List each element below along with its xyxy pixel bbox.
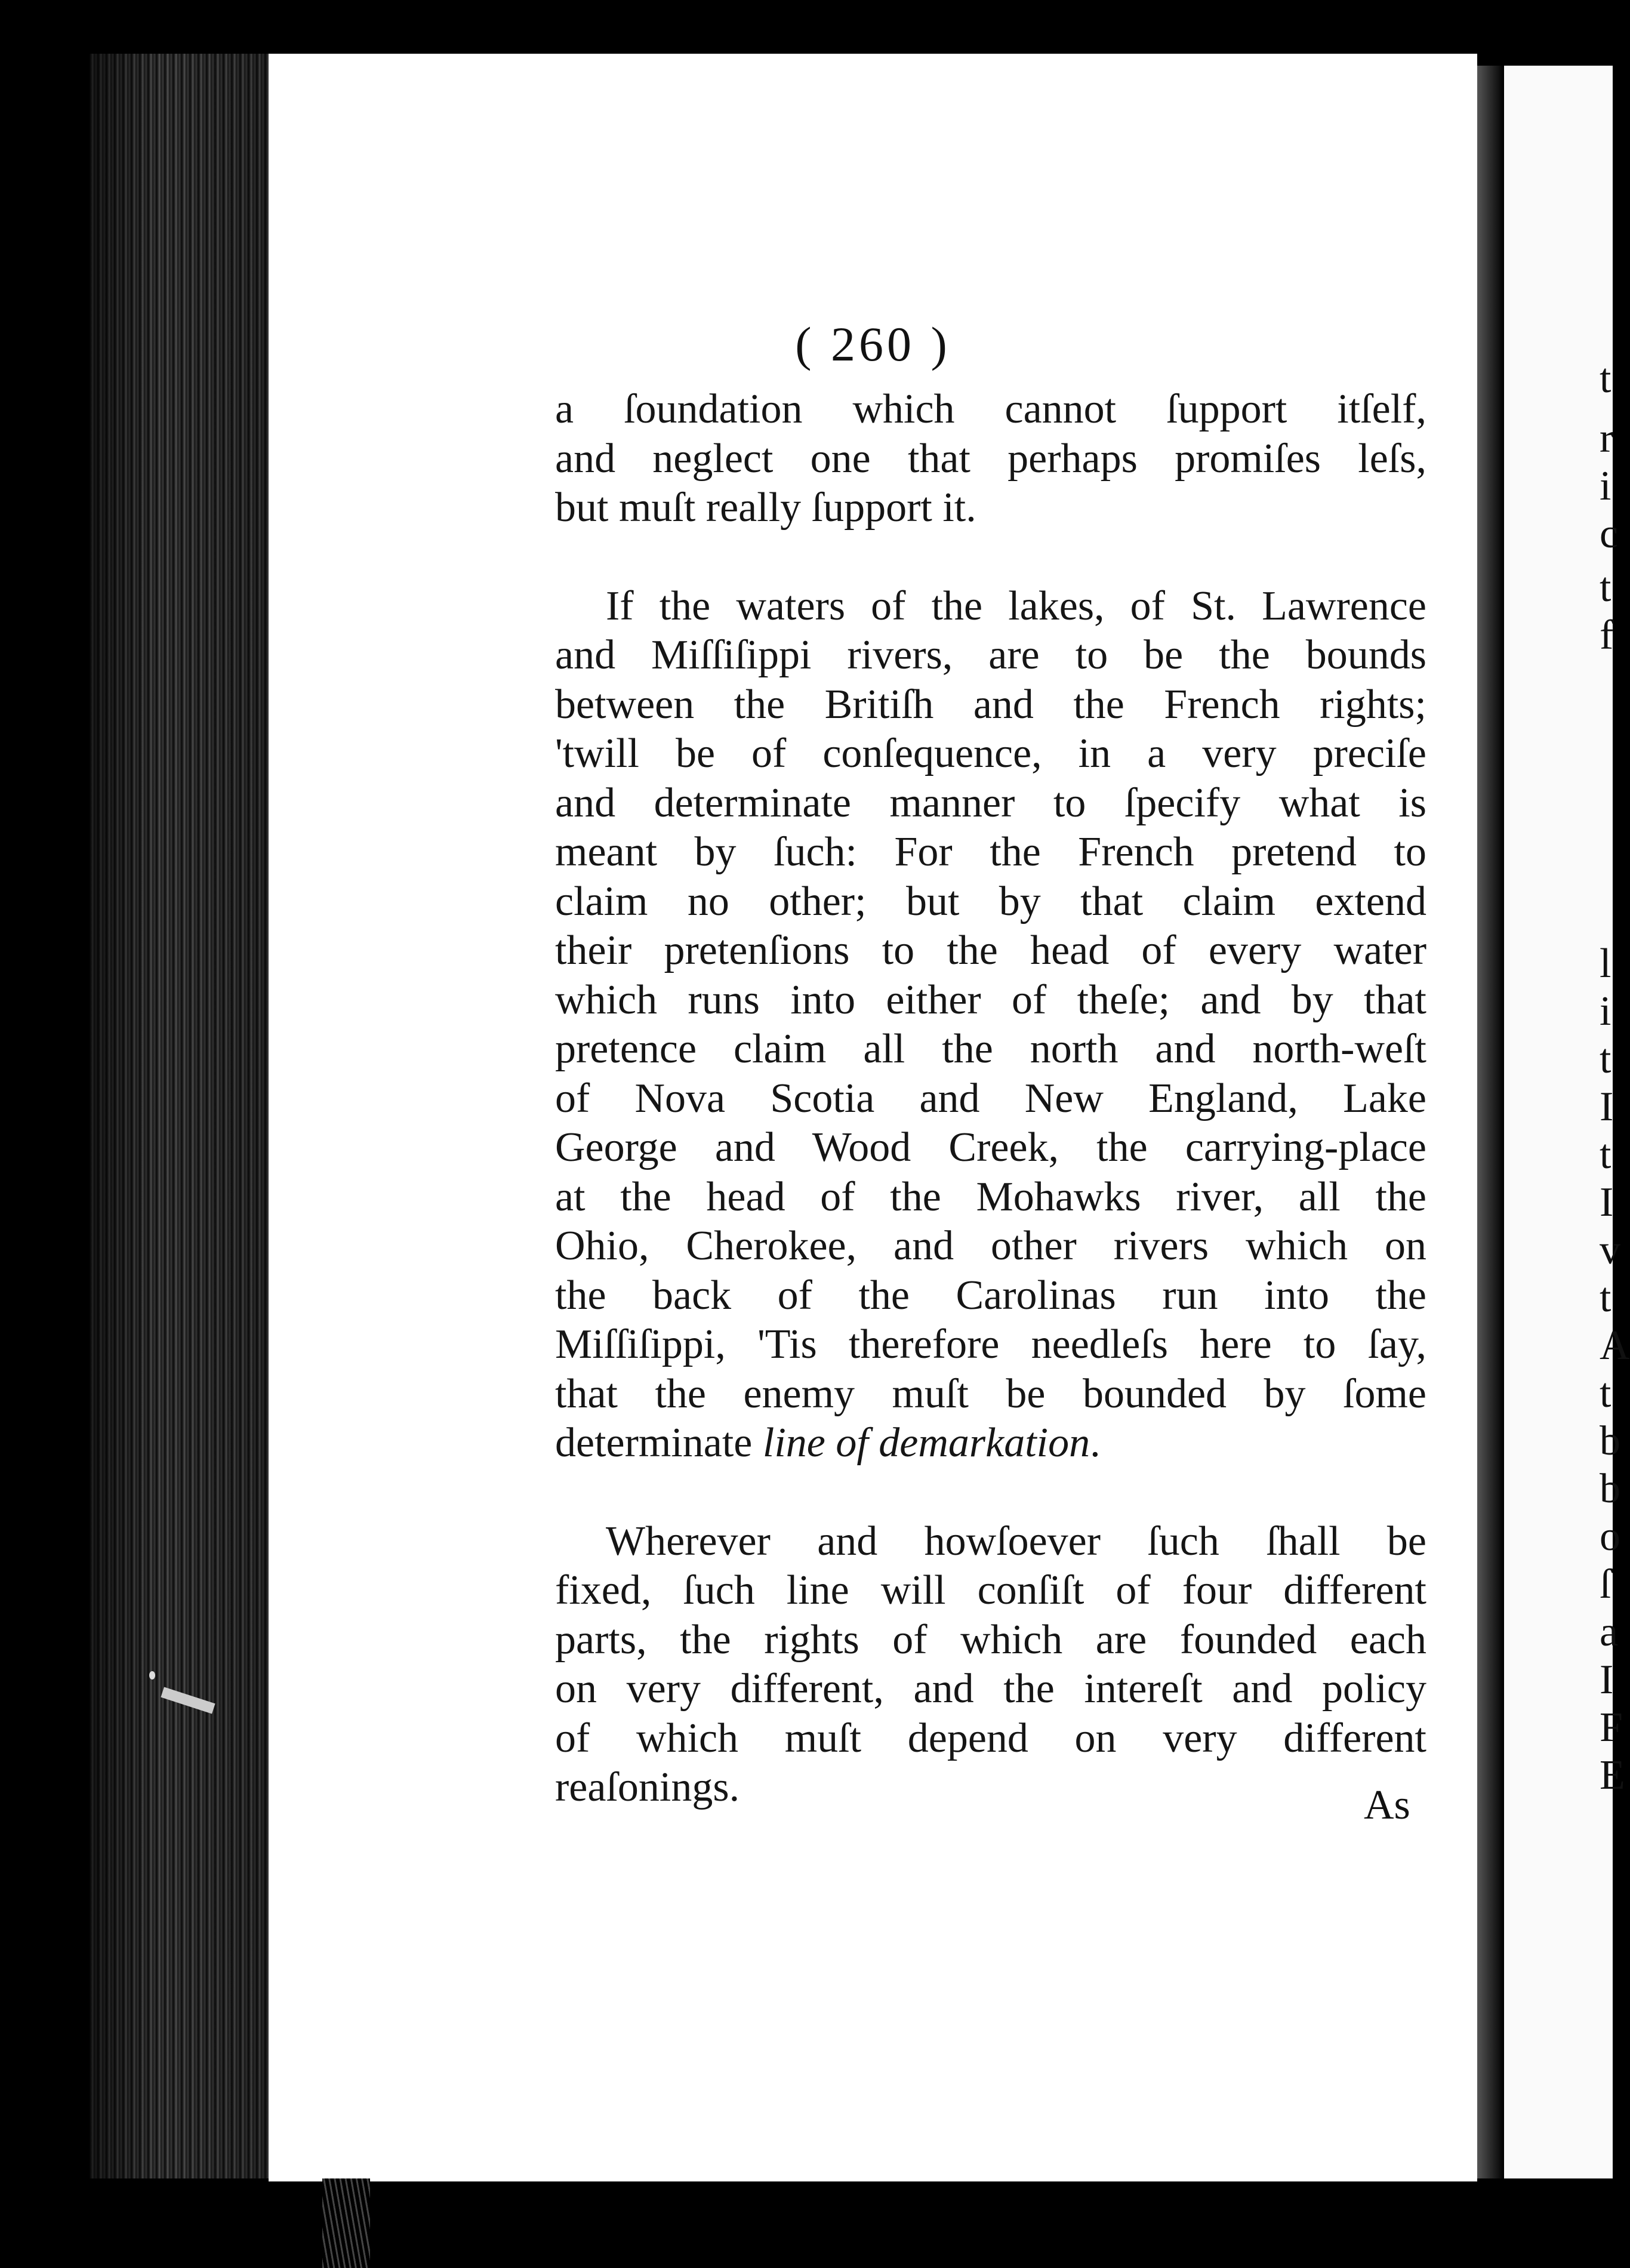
next-page-letter: I bbox=[1600, 1179, 1614, 1225]
book-page bbox=[269, 54, 1477, 2181]
text-line: reaſonings. bbox=[555, 1764, 740, 1810]
text-line: George and Wood Creek, the carrying-place bbox=[555, 1124, 1426, 1170]
next-page-letter: b bbox=[1600, 1466, 1620, 1512]
book-fore-edge bbox=[90, 54, 269, 2178]
next-page-letter: ſ bbox=[1600, 1561, 1611, 1607]
next-page-letter: o bbox=[1600, 1514, 1620, 1560]
next-page-letter: b bbox=[1600, 1418, 1620, 1464]
next-page-letter: E bbox=[1600, 1752, 1625, 1798]
text-line: claim no other; but by that claim extend bbox=[555, 878, 1426, 925]
next-page-letter: A bbox=[1600, 1323, 1630, 1369]
text-line: If the waters of the lakes, of St. Lawrence bbox=[606, 583, 1426, 629]
text-line: meant by ſuch: For the French pretend to bbox=[555, 829, 1426, 875]
text-fragment: determinate bbox=[555, 1420, 763, 1466]
text-line: a ſoundation which cannot ſupport itſelf, bbox=[555, 386, 1426, 432]
text-line: of which muſt depend on very different bbox=[555, 1715, 1426, 1761]
page-body bbox=[555, 385, 1426, 1862]
text-line: fixed, ſuch line will conſiſt of four different bbox=[555, 1567, 1426, 1613]
next-page-letter: i bbox=[1600, 463, 1611, 509]
text-line: Miſſiſippi, 'Tis therefore needleſs here to ſay, bbox=[555, 1321, 1426, 1367]
next-page-letter: t bbox=[1600, 565, 1611, 611]
text-line: parts, the rights of which are founded each bbox=[555, 1616, 1426, 1663]
text-line: but muſt really ſupport it. bbox=[555, 485, 976, 531]
next-page-letter: r bbox=[1600, 415, 1614, 461]
text-line: on very different, and the intereſt and policy bbox=[555, 1666, 1426, 1712]
scan-specks bbox=[149, 1671, 173, 1707]
text-line: Ohio, Cherokee, and other rivers which on bbox=[555, 1223, 1426, 1269]
text-line: which runs into either of theſe; and by that bbox=[555, 976, 1426, 1023]
next-page-letter: F bbox=[1600, 1705, 1623, 1751]
text-line: and Miſſiſippi rivers, are to be the bounds bbox=[555, 632, 1426, 678]
next-page-letter: l bbox=[1600, 941, 1611, 987]
next-page-letter: v bbox=[1600, 1227, 1620, 1273]
text-line: pretence claim all the north and north-weſt bbox=[555, 1026, 1426, 1072]
text-line: the back of the Carolinas run into the bbox=[555, 1272, 1426, 1318]
catchword: As bbox=[1364, 1782, 1410, 1828]
next-page-letter: t bbox=[1600, 1370, 1611, 1416]
next-page-letter: c bbox=[1600, 511, 1619, 557]
next-page-letter: t bbox=[1600, 1275, 1611, 1321]
next-page-letter: i bbox=[1600, 988, 1611, 1034]
text-fragment: . bbox=[1090, 1420, 1101, 1466]
text-line: between the Britiſh and the French rights; bbox=[555, 681, 1426, 728]
text-line: at the head of the Mohawks river, all the bbox=[555, 1173, 1426, 1220]
paragraph-3 bbox=[555, 1517, 1426, 1813]
next-page-letter: a bbox=[1600, 1609, 1619, 1655]
page-number: ( 260 ) bbox=[795, 317, 951, 371]
text-line: their pretenſions to the head of every water bbox=[555, 927, 1426, 973]
text-line: 'twill be of conſequence, in a very preciſe bbox=[555, 731, 1426, 776]
text-line: and determinate manner to ſpecify what is bbox=[555, 779, 1426, 826]
text-line bbox=[555, 1419, 1426, 1468]
book-gutter bbox=[1477, 66, 1504, 2178]
next-page-letter: t bbox=[1600, 356, 1611, 402]
text-line: of Nova Scotia and New England, Lake bbox=[555, 1075, 1426, 1121]
paragraph-2 bbox=[555, 582, 1426, 1468]
italic-phrase: line of demarkation bbox=[762, 1420, 1090, 1466]
text-line: that the enemy muſt be bounded by ſome bbox=[555, 1370, 1426, 1417]
text-line: and neglect one that perhaps promiſes leſs, bbox=[555, 435, 1426, 482]
next-page-letter: t bbox=[1600, 1036, 1611, 1082]
text-line: Wherever and howſoever ſuch ſhall be bbox=[606, 1518, 1426, 1564]
next-page-letter: f bbox=[1600, 612, 1614, 658]
next-page-edge bbox=[1504, 66, 1630, 2178]
next-page-letter: I bbox=[1600, 1084, 1614, 1130]
paragraph-1 bbox=[555, 385, 1426, 533]
next-page-letter: t bbox=[1600, 1132, 1611, 1178]
next-page-letter: I bbox=[1600, 1657, 1614, 1703]
scan-bottom-marks bbox=[322, 2178, 370, 2268]
